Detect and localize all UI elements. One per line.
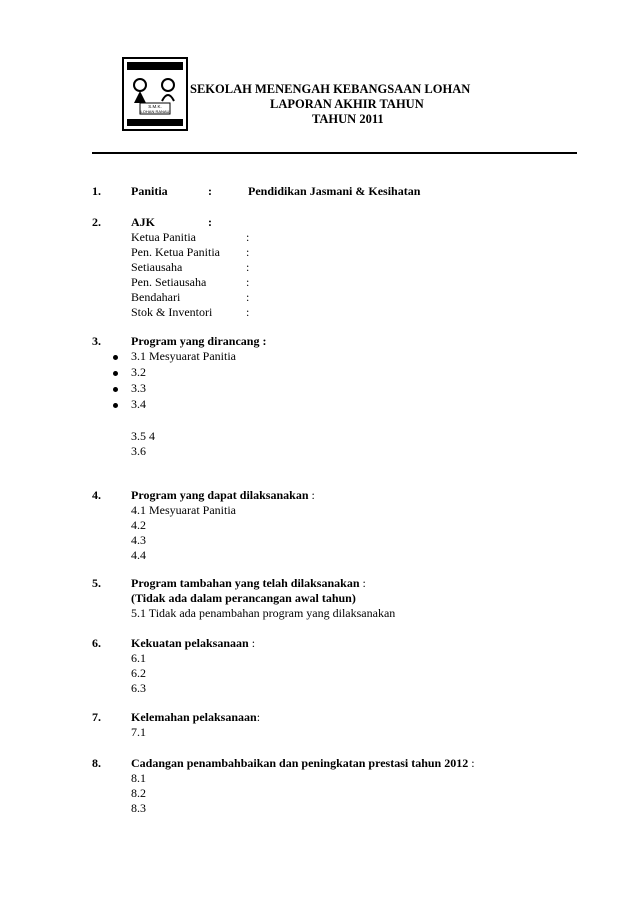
section-5-title: Program tambahan yang telah dilaksanakan xyxy=(131,576,360,590)
section-5-suffix: : xyxy=(359,576,366,590)
section-5-number: 5. xyxy=(92,576,101,590)
section-2-colon: : xyxy=(208,215,212,229)
ajk-row-label: Pen. Setiausaha xyxy=(131,275,207,289)
list-item: 3.3 xyxy=(131,381,146,395)
ajk-row-label: Ketua Panitia xyxy=(131,230,196,244)
ajk-row-label: Bendahari xyxy=(131,290,181,304)
logo-text-1: S.M.K. xyxy=(148,104,162,109)
ajk-row-colon: : xyxy=(246,305,250,319)
list-item: 5.1 Tidak ada penambahan program yang dilaksanakan xyxy=(131,606,396,620)
list-item: 3.2 xyxy=(131,365,146,379)
list-item: 4.3 xyxy=(131,533,146,547)
school-name: SEKOLAH MENENGAH KEBANGSAAN LOHAN xyxy=(190,82,471,96)
section-8-heading xyxy=(131,756,475,771)
section-5-heading xyxy=(131,576,366,591)
section-4-suffix: : xyxy=(308,488,315,502)
header-divider xyxy=(92,152,577,154)
section-1-number: 1. xyxy=(92,184,101,198)
bullet-icon xyxy=(113,387,118,392)
section-7-heading xyxy=(131,710,260,725)
section-2-number: 2. xyxy=(92,215,101,229)
ajk-row-label: Pen. Ketua Panitia xyxy=(131,245,220,259)
ajk-row-colon: : xyxy=(246,260,250,274)
report-year: TAHUN 2011 xyxy=(312,112,384,126)
ajk-row-colon: : xyxy=(246,275,250,289)
list-item: 3.5 4 xyxy=(131,429,155,443)
ajk-row-colon: : xyxy=(246,290,250,304)
section-8-number: 8. xyxy=(92,756,101,770)
section-7-number: 7. xyxy=(92,710,101,724)
section-6-suffix: : xyxy=(248,636,256,650)
ajk-row-label: Stok & Inventori xyxy=(131,305,213,319)
list-item: 6.3 xyxy=(131,681,146,695)
list-item: 3.4 xyxy=(131,397,146,411)
section-1-label: Panitia xyxy=(131,184,168,198)
section-8-title: Cadangan penambahbaikan dan peningkatan prestasi tahun 2012 xyxy=(131,756,469,770)
section-4-title: Program yang dapat dilaksanakan xyxy=(131,488,309,502)
list-item: 3.6 xyxy=(131,444,146,458)
bullet-icon xyxy=(113,355,118,360)
section-7-suffix: : xyxy=(256,710,261,724)
logo-text-2: LOHAN RANAU xyxy=(140,109,170,114)
list-item: 8.1 xyxy=(131,771,146,785)
section-6-title: Kekuatan pelaksanaan xyxy=(131,636,249,650)
section-1-colon: : xyxy=(208,184,212,198)
ajk-row-label: Setiausaha xyxy=(131,260,183,274)
bullet-icon xyxy=(113,371,118,376)
list-item: 6.2 xyxy=(131,666,146,680)
section-5-subtitle: (Tidak ada dalam perancangan awal tahun) xyxy=(131,591,356,605)
ajk-row-colon: : xyxy=(246,245,250,259)
section-8-suffix: : xyxy=(468,756,475,770)
ajk-row-colon: : xyxy=(246,230,250,244)
list-item: 8.3 xyxy=(131,801,146,815)
section-3-title: Program yang dirancang : xyxy=(131,334,267,348)
list-item: 8.2 xyxy=(131,786,146,800)
list-item: 4.1 Mesyuarat Panitia xyxy=(131,503,236,517)
section-7-title: Kelemahan pelaksanaan xyxy=(131,710,257,724)
section-6-heading xyxy=(131,636,255,651)
list-item: 6.1 xyxy=(131,651,146,665)
school-crest-logo xyxy=(120,55,190,135)
section-3-number: 3. xyxy=(92,334,101,348)
list-item: 3.1 Mesyuarat Panitia xyxy=(131,349,236,363)
section-1-value: Pendidikan Jasmani & Kesihatan xyxy=(248,184,421,198)
report-title: LAPORAN AKHIR TAHUN xyxy=(270,97,424,111)
section-4-heading xyxy=(131,488,315,503)
list-item: 4.2 xyxy=(131,518,146,532)
list-item: 4.4 xyxy=(131,548,146,562)
list-item: 7.1 xyxy=(131,725,146,739)
section-6-number: 6. xyxy=(92,636,101,650)
bullet-icon xyxy=(113,403,118,408)
section-2-label: AJK xyxy=(131,215,155,229)
section-4-number: 4. xyxy=(92,488,101,502)
